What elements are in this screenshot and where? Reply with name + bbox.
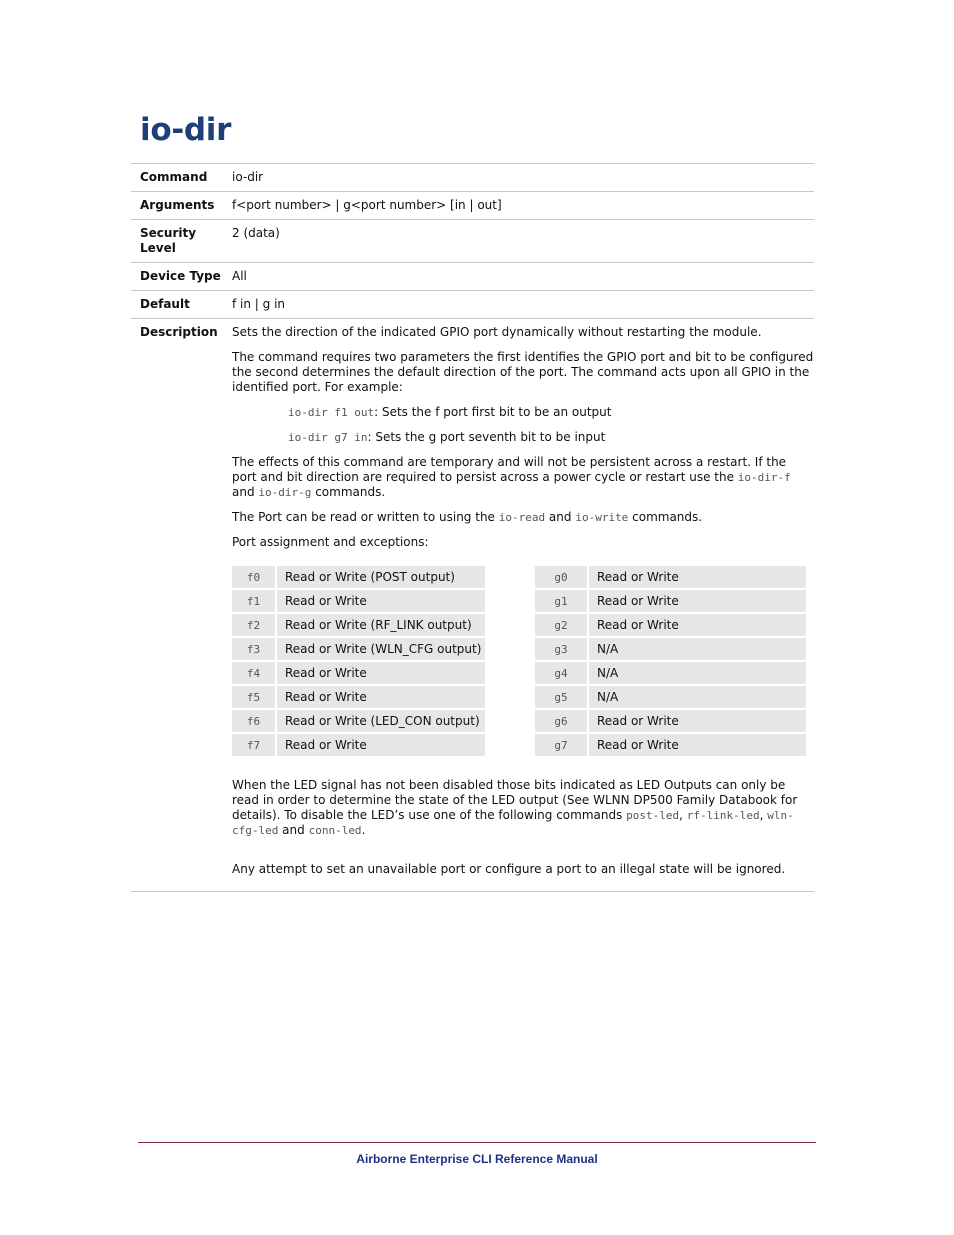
arguments-value: f<port number> | g<port number> [in | out] xyxy=(232,198,502,212)
description-label: Description xyxy=(140,325,218,339)
port-description-cell: Read or Write xyxy=(589,590,806,612)
port-id-cell: f7 xyxy=(232,734,275,756)
example-2-text: : Sets the g port seventh bit to be input xyxy=(367,430,606,444)
port-row xyxy=(535,638,806,660)
description-paragraph-5: Port assignment and exceptions: xyxy=(232,535,429,549)
p4-text-c: commands. xyxy=(628,510,703,524)
example-2 xyxy=(288,430,814,445)
description-paragraph-6 xyxy=(232,778,814,838)
port-description-cell: Read or Write (LED_CON output) xyxy=(277,710,485,732)
description-paragraph-2: The command requires two parameters the first identifies the GPIO port and bit to be configured the second determines the default direction of the port. The command acts upon all GPIO in the identified port. For example: xyxy=(232,350,814,394)
footer-divider xyxy=(138,1142,816,1143)
p6-text-a: When the LED signal has not been disabled those bits indicated as LED Outputs can only be read in order to determine the state of the LED output (See WLNN DP500 Family Databook for details). To disable the LED’s use one of the following commands xyxy=(232,778,798,822)
port-row xyxy=(535,662,806,684)
port-description-cell: Read or Write xyxy=(589,710,806,732)
port-id-cell: g1 xyxy=(535,590,587,612)
port-row xyxy=(232,614,485,636)
port-id-cell: g4 xyxy=(535,662,587,684)
port-id-cell: f4 xyxy=(232,662,275,684)
port-row xyxy=(232,686,485,708)
io-write-code: io-write xyxy=(575,511,629,524)
port-description-cell: Read or Write xyxy=(277,662,485,684)
port-row xyxy=(535,710,806,732)
example-2-code: io-dir g7 in xyxy=(288,431,368,444)
rf-link-led-code: rf-link-led xyxy=(686,809,760,822)
description-row xyxy=(131,319,814,892)
port-id-cell: g2 xyxy=(535,614,587,636)
description-paragraph-7: Any attempt to set an unavailable port or configure a port to an illegal state will be ignored. xyxy=(232,862,786,876)
port-id-cell: f1 xyxy=(232,590,275,612)
command-value: io-dir xyxy=(232,170,264,184)
post-led-code: post-led xyxy=(626,809,680,822)
port-row xyxy=(232,662,485,684)
command-reference-table xyxy=(131,163,814,892)
port-assignment-tables xyxy=(232,564,814,758)
port-id-cell: g3 xyxy=(535,638,587,660)
port-description-cell: Read or Write (RF_LINK output) xyxy=(277,614,485,636)
p3-text-b: and xyxy=(232,485,259,499)
example-1-code: io-dir f1 out xyxy=(288,406,375,419)
command-row xyxy=(131,164,814,192)
port-description-cell: Read or Write xyxy=(277,686,485,708)
conn-led-code: conn-led xyxy=(308,824,362,837)
default-value: f in | g in xyxy=(232,297,286,311)
port-description-cell: Read or Write xyxy=(589,614,806,636)
port-row xyxy=(232,566,485,588)
port-row xyxy=(535,566,806,588)
port-id-cell: f5 xyxy=(232,686,275,708)
port-row xyxy=(535,614,806,636)
port-description-cell: Read or Write xyxy=(277,590,485,612)
description-paragraph-3 xyxy=(232,455,814,500)
io-dir-g-code: io-dir-g xyxy=(258,486,312,499)
p6-text-b: and xyxy=(278,823,309,837)
port-row xyxy=(232,734,485,756)
port-id-cell: f6 xyxy=(232,710,275,732)
port-row xyxy=(232,638,485,660)
port-row xyxy=(535,686,806,708)
wln-cfg-led-code: wln-cfg-led xyxy=(232,809,794,837)
default-row xyxy=(131,291,814,319)
port-id-cell: g7 xyxy=(535,734,587,756)
port-row xyxy=(232,710,485,732)
footer-title: Airborne Enterprise CLI Reference Manual xyxy=(356,1152,598,1166)
arguments-label: Arguments xyxy=(140,198,215,212)
port-row xyxy=(535,734,806,756)
port-id-cell: f2 xyxy=(232,614,275,636)
p4-text-b: and xyxy=(545,510,576,524)
port-description-cell: N/A xyxy=(589,638,806,660)
port-description-cell: Read or Write (POST output) xyxy=(277,566,485,588)
security-label-line2: Level xyxy=(140,241,176,255)
port-id-cell: g6 xyxy=(535,710,587,732)
security-level-label xyxy=(131,220,232,262)
example-1-text: : Sets the f port first bit to be an output xyxy=(374,405,612,419)
security-level-row xyxy=(131,220,814,263)
port-description-cell: Read or Write xyxy=(589,566,806,588)
description-paragraph-4 xyxy=(232,510,814,525)
g-port-table xyxy=(533,564,808,758)
port-id-cell: g0 xyxy=(535,566,587,588)
port-row xyxy=(232,590,485,612)
port-row xyxy=(535,590,806,612)
device-type-value: All xyxy=(232,269,247,283)
security-label-line1: Security xyxy=(140,226,197,240)
description-paragraph-1: Sets the direction of the indicated GPIO port dynamically without restarting the module. xyxy=(232,325,762,339)
command-label: Command xyxy=(140,170,208,184)
io-read-code: io-read xyxy=(498,511,546,524)
device-type-label: Device Type xyxy=(140,269,221,283)
port-description-cell: N/A xyxy=(589,686,806,708)
f-port-table xyxy=(230,564,487,758)
device-type-row xyxy=(131,263,814,291)
port-id-cell: f0 xyxy=(232,566,275,588)
p6-sep-2: , xyxy=(759,808,768,822)
port-description-cell: Read or Write (WLN_CFG output) xyxy=(277,638,485,660)
port-id-cell: g5 xyxy=(535,686,587,708)
description-content xyxy=(232,319,814,891)
security-level-value: 2 (data) xyxy=(232,226,280,240)
p6-sep-1: , xyxy=(679,808,687,822)
p3-text-c: commands. xyxy=(311,485,386,499)
default-label: Default xyxy=(140,297,190,311)
port-description-cell: Read or Write xyxy=(277,734,485,756)
port-id-cell: f3 xyxy=(232,638,275,660)
io-dir-f-code: io-dir-f xyxy=(737,471,791,484)
arguments-row xyxy=(131,192,814,220)
port-description-cell: Read or Write xyxy=(589,734,806,756)
p3-text-a: The effects of this command are temporary and will not be persistent across a restart. If the port and bit direction are required to persist across a power cycle or restart use the xyxy=(232,455,787,484)
p4-text-a: The Port can be read or written to using the xyxy=(232,510,499,524)
p6-text-c: . xyxy=(361,823,366,837)
port-description-cell: N/A xyxy=(589,662,806,684)
example-1 xyxy=(288,405,814,420)
page-title: io-dir xyxy=(140,112,232,148)
